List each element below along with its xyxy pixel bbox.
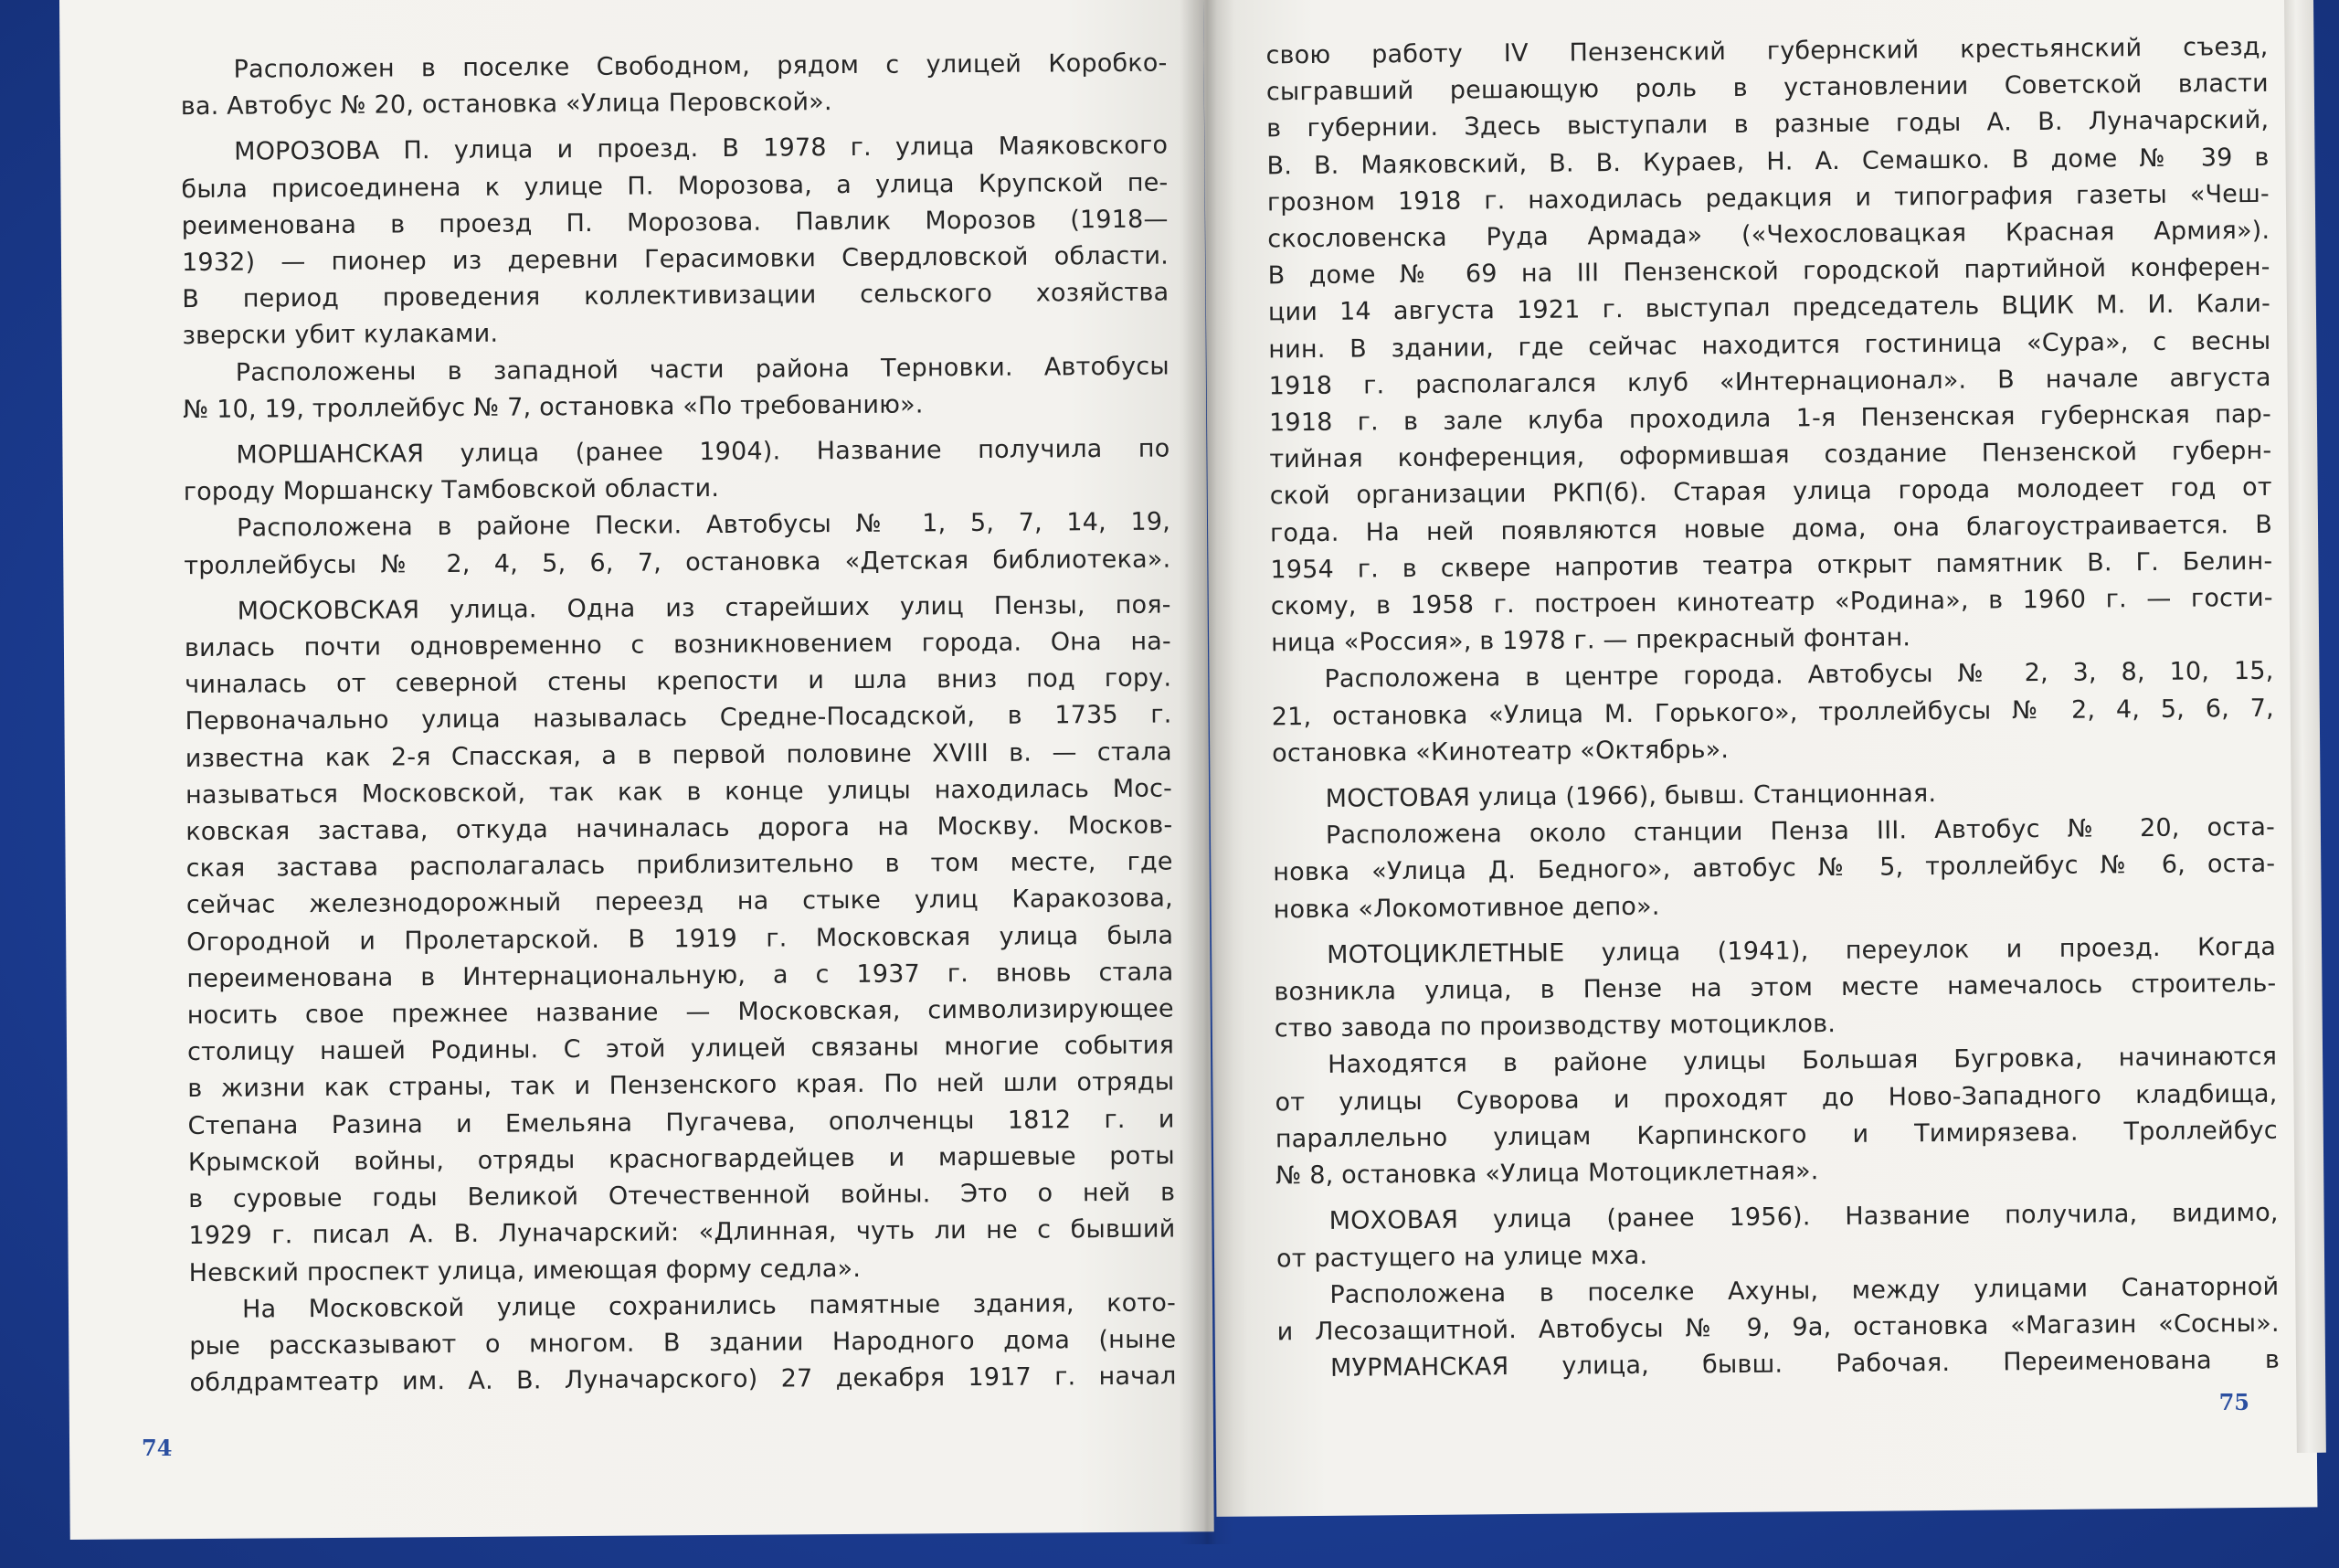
text-line: Расположена в районе Пески. Автобусы № 1, 5, 7, 14, 19, xyxy=(236,507,1171,544)
page-number-right: 75 xyxy=(2218,1389,2249,1415)
text-line: тийная конференция, оформившая создание Пензенской губерн- xyxy=(1269,437,2272,474)
left-page xyxy=(59,0,1214,1540)
text-line: городу Моршанску Тамбовской области. xyxy=(183,474,720,507)
text-line: В период проведения коллективизации сельского хозяйства xyxy=(182,278,1170,314)
text-line: Находятся в районе улицы Большая Бугровка, начинаются xyxy=(1328,1043,2278,1080)
text-line: грозном 1918 г. находилась редакция и типография газеты «Чеш- xyxy=(1266,179,2270,217)
text-line: новка «Локомотивное депо». xyxy=(1273,892,1660,925)
text-line: Расположен в поселке Свободном, рядом с улицей Коробко- xyxy=(233,48,1168,84)
text-line: № 10, 19, троллейбус № 7, остановка «По требованию». xyxy=(183,390,924,424)
text-line: Расположена в поселке Ахуны, между улицами Санаторной xyxy=(1329,1272,2280,1309)
text-line: ции 14 августа 1921 г. выступал председатель ВЦИК М. И. Кали- xyxy=(1267,290,2271,327)
text-line: № 8, остановка «Улица Мотоциклетная». xyxy=(1275,1157,1819,1191)
text-line: от улицы Суворова и проходят до Ново-Западного кладбища, xyxy=(1275,1079,2278,1118)
text-line: облдрамтеатр им. А. В. Луначарского) 27 декабря 1917 г. начал xyxy=(189,1361,1177,1398)
text-line: от растущего на улице мха. xyxy=(1275,1241,1648,1273)
text-line: в губернии. Здесь выступали в разные годы А. В. Луначарский, xyxy=(1266,106,2270,143)
text-line: носить свое прежнее название — Московская, символизирующее xyxy=(186,994,1174,1031)
text-line: года. На ней появляются новые дома, она благоустраивается. В xyxy=(1269,510,2273,548)
left-page-text xyxy=(180,46,1176,1403)
text-line: в суровые годы Великой Отечественной войны. Это о ней в xyxy=(188,1178,1176,1214)
text-line: 1918 г. в зале клуба проходила 1-я Пензенская губернская пар- xyxy=(1268,399,2272,438)
text-line: скому, в 1958 г. построен кинотеатр «Родина», в 1960 г. — гости- xyxy=(1270,583,2273,621)
text-line: МОСТОВАЯ улица (1966), бывш. Станционная. xyxy=(1325,779,1937,813)
text-line: столицу нашей Родины. С этой улицей связаны многие события xyxy=(186,1031,1175,1067)
text-line: ковская застава, откуда начиналась дорога на Москву. Москов- xyxy=(185,810,1173,847)
text-line: в жизни как страны, так и Пензенского края. По ней шли отряды xyxy=(187,1067,1175,1104)
right-page xyxy=(1203,0,2317,1517)
text-line: ской организации РКП(б). Старая улица города молодеет год от xyxy=(1269,473,2272,511)
text-line: известна как 2-я Спасская, а в первой половине XVIII в. — стала xyxy=(185,737,1172,773)
text-line: 1932) — пионер из деревни Герасимовки Свердловской области. xyxy=(181,241,1170,278)
text-line: МУРМАНСКАЯ улица, бывш. Рабочая. Переименована в xyxy=(1329,1345,2281,1383)
text-line: скословенска Руда Армада» («Чехословацкая Красная Армия»). xyxy=(1267,216,2270,254)
text-line: МОХОВАЯ улица (ранее 1956). Название получила, видимо, xyxy=(1328,1199,2279,1236)
text-line: 1954 г. в сквере напротив театра открыт памятник В. Г. Белин- xyxy=(1270,546,2273,585)
text-line: На Московской улице сохранились памятные здания, кото- xyxy=(241,1288,1177,1324)
text-line: ство завода по производству мотоциклов. xyxy=(1274,1010,1836,1044)
text-line: 1929 г. писал А. В. Луначарский: «Длинная, чуть ли не с бывший xyxy=(188,1214,1176,1251)
text-line: МОРШАНСКАЯ улица (ранее 1904). Название получила по xyxy=(236,434,1170,470)
text-line: ва. Автобус № 20, остановка «Улица Перовской». xyxy=(180,88,832,122)
text-line: 21, остановка «Улица М. Горького», троллейбусы № 2, 4, 5, 6, 7, xyxy=(1271,694,2274,732)
text-line: Расположены в западной части района Терновки. Автобусы xyxy=(235,352,1170,387)
text-line: 1918 г. располагался клуб «Интернационал». В начале августа xyxy=(1268,363,2271,401)
text-line: МОТОЦИКЛЕТНЫЕ улица (1941), переулок и проезд. Когда xyxy=(1326,932,2277,969)
text-line: остановка «Кинотеатр «Октябрь». xyxy=(1272,735,1730,768)
text-line: ская застава располагалась приблизительно в том месте, где xyxy=(185,847,1173,884)
text-line: реименована в проезд П. Морозова. Павлик Морозов (1918— xyxy=(181,205,1169,240)
text-line: Крымской войны, отряды красногвардейцев и маршевые роты xyxy=(187,1141,1175,1177)
text-line: и Лесозащитной. Автобусы № 9, 9а, остановка «Магазин «Сосны». xyxy=(1276,1308,2280,1347)
right-page-text xyxy=(1265,29,2280,1388)
text-line: ница «Россия», в 1978 г. — прекрасный фонтан. xyxy=(1271,623,1911,658)
text-line: Степана Разина и Емельяна Пугачева, ополченцы 1812 г. и xyxy=(187,1105,1175,1140)
text-line: называться Московской, так как в конце улицы находилась Мос- xyxy=(185,774,1173,810)
text-line: вилась почти одновременно с возникновением города. Она на- xyxy=(184,627,1172,663)
page-number-left: 74 xyxy=(142,1435,173,1461)
text-line: сыгравший решающую роль в установлении Советской власти xyxy=(1265,69,2269,107)
text-line: свою работу IV Пензенский губернский крестьянский съезд, xyxy=(1265,32,2269,70)
text-line: возникла улица, в Пензе на этом месте намечалось строитель- xyxy=(1274,969,2277,1007)
text-line: рые рассказывают о многом. В здании Народного дома (ныне xyxy=(189,1325,1177,1361)
text-line: нин. В здании, где сейчас находится гостиница «Сура», с весны xyxy=(1268,326,2271,365)
text-line: чиналась от северной стены крепости и шла вниз под гору. xyxy=(185,663,1172,700)
text-line: В доме № 69 на III Пензенской городской партийной конферен- xyxy=(1267,253,2270,291)
text-line: Расположена в центре города. Автобусы № 2, 3, 8, 10, 15, xyxy=(1324,657,2274,694)
text-line: МОРОЗОВА П. улица и проезд. В 1978 г. улица Маяковского xyxy=(234,131,1169,167)
text-line: В. В. Маяковский, В. В. Кураев, Н. А. Семашко. В доме № 39 в xyxy=(1266,143,2270,181)
text-line: параллельно улицам Карпинского и Тимирязева. Троллейбус xyxy=(1275,1116,2278,1154)
text-line: МОСКОВСКАЯ улица. Одна из старейших улиц Пензы, поя- xyxy=(237,590,1171,626)
text-line: Расположена около станции Пенза III. Автобус № 20, оста- xyxy=(1325,813,2276,851)
text-line: была присоединена к улице П. Морозова, а улица Крупской пе- xyxy=(181,168,1169,204)
text-line: Огородной и Пролетарской. В 1919 г. Московская улица была xyxy=(186,921,1174,957)
text-line: зверски убит кулаками. xyxy=(182,320,499,351)
text-line: Невский проспект улица, имеющая форму седла». xyxy=(188,1254,862,1287)
text-line: Первоначально улица называлась Средне-Посадской, в 1735 г. xyxy=(185,700,1172,736)
text-line: переименована в Интернациональную, а с 1937 г. вновь стала xyxy=(186,958,1174,993)
text-line: новка «Улица Д. Бедного», автобус № 5, троллейбус № 6, оста- xyxy=(1273,850,2276,887)
text-line: троллейбусы № 2, 4, 5, 6, 7, остановка «Детская библиотека». xyxy=(184,545,1171,580)
text-line: сейчас железнодорожный переезд на стыке улиц Каракозова, xyxy=(185,884,1174,920)
